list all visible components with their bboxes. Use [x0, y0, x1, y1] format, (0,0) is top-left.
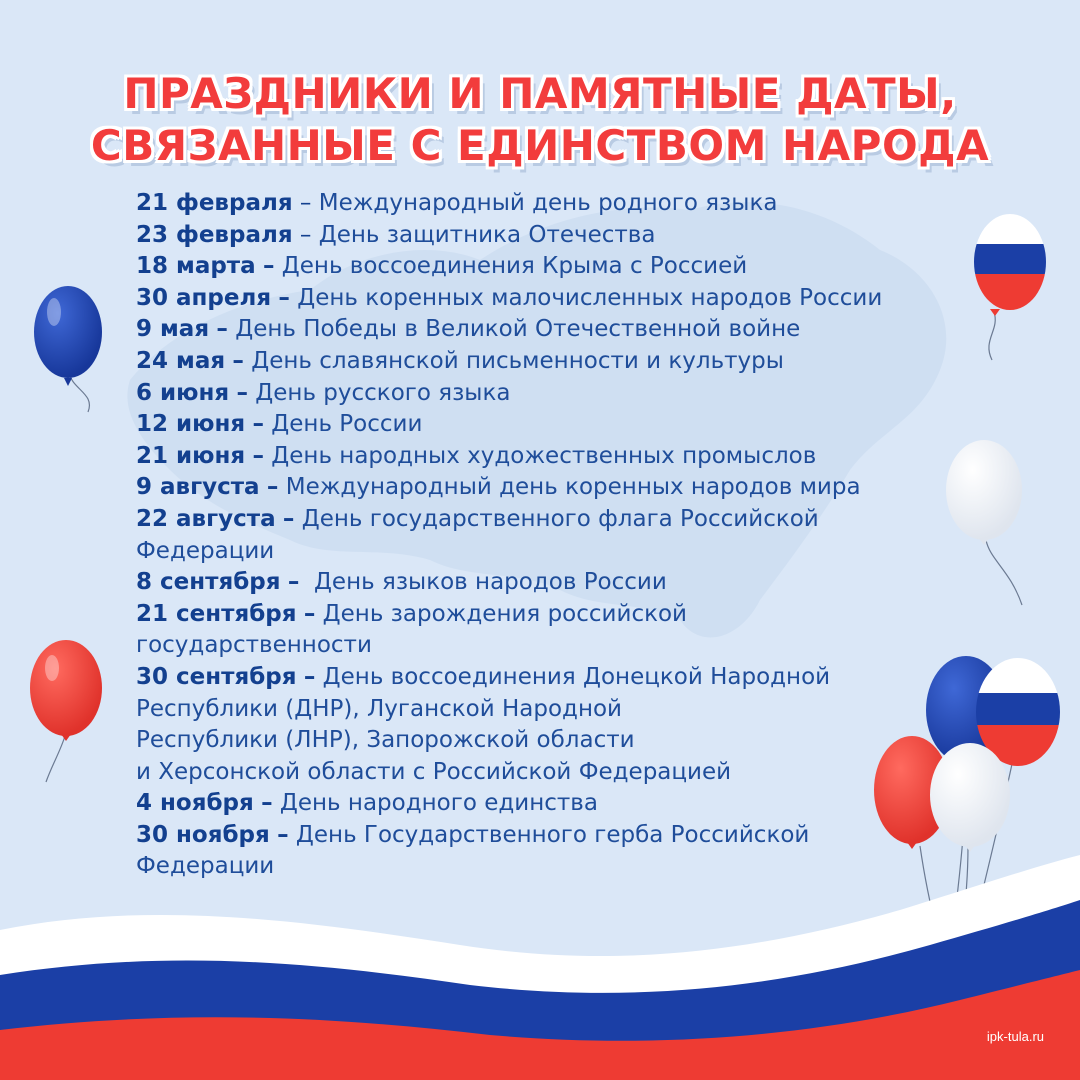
event-date: 30 ноября	[136, 821, 270, 848]
event-dash: –	[232, 347, 244, 374]
event-date: 12 июня	[136, 411, 246, 438]
event-dash: –	[303, 663, 316, 690]
event-dash: –	[277, 821, 289, 848]
event-dash: –	[282, 505, 295, 532]
event-dash: –	[303, 600, 316, 627]
event-date: 21 февраля	[136, 190, 293, 216]
event-name-continued: государственности	[136, 632, 372, 659]
event-dash: –	[252, 442, 264, 469]
event-dash: –	[278, 284, 290, 311]
event-name: День России	[271, 411, 423, 438]
event-name: День государственного флага Российской	[301, 505, 819, 532]
event-name: День Государственного герба Российской	[295, 821, 810, 848]
title-line-1: ПРАЗДНИКИ И ПАМЯТНЫЕ ДАТЫ,	[123, 69, 957, 118]
event-name: День народного единства	[279, 790, 598, 817]
event-name-continued: Федерации	[136, 853, 275, 880]
event-name: Международный день родного языка	[318, 190, 778, 216]
event-date: 6 июня	[136, 379, 230, 406]
event-date: 18 марта	[136, 253, 256, 280]
event-date: 22 августа	[136, 505, 276, 532]
event-dash: –	[236, 379, 248, 406]
event-dash: –	[252, 411, 264, 438]
event-date: 8 сентября	[136, 569, 281, 596]
event-dash: –	[261, 790, 273, 817]
event-dash: –	[262, 253, 275, 280]
event-dash: –	[287, 569, 300, 596]
event-name: Международный день коренных народов мира	[285, 474, 861, 501]
event-name: День народных художественных промыслов	[271, 442, 817, 469]
event-name-continued: и Херсонской области с Российской Федерацией	[136, 758, 732, 785]
event-date: 30 сентября	[136, 663, 297, 690]
event-name-continued: Республики (ДНР), Луганской Народной	[136, 695, 623, 722]
event-name: День славянской письменности и культуры	[251, 347, 784, 374]
event-name-continued: Федерации	[136, 537, 275, 564]
event-date: 30 апреля	[136, 284, 272, 311]
event-date: 9 августа	[136, 474, 260, 501]
event-name: День языков народов России	[306, 569, 667, 596]
title-line-2: СВЯЗАННЫЕ С ЕДИНСТВОМ НАРОДА	[90, 121, 990, 170]
event-dash: –	[299, 190, 312, 216]
event-name: День русского языка	[255, 379, 511, 406]
site-url: ipk-tula.ru	[986, 1029, 1044, 1044]
event-date: 9 мая	[136, 316, 210, 343]
event-name-continued: Республики (ЛНР), Запорожской области	[136, 727, 635, 754]
event-name: День воссоединения Донецкой Народной	[322, 663, 831, 690]
event-date: 21 июня	[136, 442, 246, 469]
event-name: День защитника Отечества	[318, 221, 656, 248]
event-date: 4 ноября	[136, 790, 254, 817]
event-dash: –	[266, 474, 279, 501]
event-name: День Победы в Великой Отечественной войне	[235, 316, 801, 343]
event-dash: –	[299, 221, 312, 248]
event-date: 21 сентября	[136, 600, 297, 627]
event-name: День воссоединения Крыма с Россией	[281, 253, 748, 280]
event-dash: –	[216, 316, 228, 343]
event-name: День коренных малочисленных народов России	[297, 284, 883, 311]
event-date: 23 февраля	[136, 221, 293, 248]
event-date: 24 мая	[136, 347, 226, 374]
event-name: День зарождения российской	[322, 600, 687, 627]
